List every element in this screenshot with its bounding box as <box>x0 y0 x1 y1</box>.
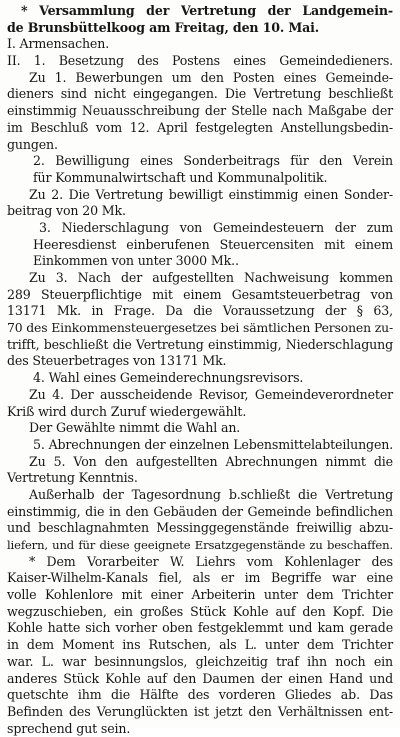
article-line: und beschlagnahmten Messinggegenstände freiwillig abzu- <box>7 520 393 536</box>
article-line: 13171 Mk. in Frage. Da die Voraussetzung der § 63, <box>7 303 393 319</box>
article-line: 70 des Einkommensteuergesetzes bei sämtlichen Personen zu- <box>7 320 393 336</box>
article-line: Vertretung Kenntnis. <box>7 470 138 486</box>
article-line: Befinden des Verunglückten ist jetzt den Verhältnissen ent- <box>7 703 393 719</box>
article-line: Zu 2. Die Vertretung bewilligt einstimmig einen Sonder- <box>29 186 393 202</box>
article-line: Kohle hatte sich vorher oben festgeklemmt und kam gerade <box>7 620 393 636</box>
article-line: war. L. war besinnungslos, gleichzeitig traf ihn noch ein <box>7 653 393 669</box>
article-line: Außerhalb der Tagesordnung b.schließt die Vertretung <box>29 486 393 502</box>
article-line: 3. Niederschlagung von Gemeindesteuern der zum <box>39 219 393 235</box>
article-line: Kriß wird durch Zuruf wiedergewählt. <box>7 403 247 419</box>
article-line: im Beschluß vom 12. April festgelegten Anstellungsbedin- <box>7 119 393 135</box>
article-line: für Kommunalwirtschaft und Kommunalpolitik. <box>33 169 328 185</box>
article-line: anderes Stück Kohle auf den Daumen der einen Hand und <box>7 670 393 686</box>
article-line: Zu 3. Nach der aufgestellten Nachweisung kommen <box>29 270 393 285</box>
article-line: einstimmig, die in den Gebäuden der Gemeinde befindlichen <box>7 503 393 519</box>
article-line: Einkommen von unter 3000 Mk.. <box>33 253 239 269</box>
article-line: trifft, beschließt die Vertretung einstimmig, Niederschlagung <box>7 336 393 352</box>
article-line: Zu 1. Bewerbungen um den Posten eines Gemeinde- <box>29 69 393 85</box>
article-line: * Dem Vorarbeiter W. Liehrs vom Kohlenlager des <box>29 553 393 569</box>
article-line: beitrag von 20 Mk. <box>7 203 126 219</box>
article-line: Kaiser-Wilhelm-Kanals fiel, als er im Begriffe war eine <box>7 570 393 586</box>
article-line: sprechend gut sein. <box>7 720 131 736</box>
article-line: 4. Wahl eines Gemeinderechnungsrevisors. <box>33 370 304 386</box>
article-line: wegzuschieben, ein großes Stück Kohle auf den Kopf. Die <box>7 603 393 619</box>
article-line: Zu 4. Der ausscheidende Revisor, Gemeindeverordneter <box>29 386 393 402</box>
article-line: I. Armensachen. <box>7 36 110 52</box>
article-line: * Versammlung der Vertretung der Landgemein- <box>21 3 393 18</box>
article-line: des Steuerbetrages von 13171 Mk. <box>7 353 227 369</box>
article-line: Der Gewählte nimmt die Wahl an. <box>29 420 241 436</box>
article-line: in dem Moment ins Rutschen, als L. unter dem Trichter <box>7 637 393 653</box>
article-line: Heeresdienst einberufenen Steuercensiten mit einem <box>33 236 393 252</box>
article-line: volle Kohlenlore mit einer Arbeiterin unter dem Trichter <box>7 587 393 603</box>
article-text <box>7 3 393 737</box>
article-line: 289 Steuerpflichtige mit einem Gesamtsteuerbetrag von <box>7 286 393 302</box>
article-line: gungen. <box>7 136 58 152</box>
article-line: dieners sind nicht eingegangen. Die Vertretung beschließt <box>7 86 393 102</box>
article-line: liefern, und für diese geeignete Ersatzgegenstände zu beschaffen. <box>7 538 393 552</box>
article-line: einstimmig Neuausschreibung der Stelle nach Maßgabe der <box>7 103 393 119</box>
article-line: II. 1. Besetzung des Postens eines Gemeindedieners. <box>7 53 393 69</box>
article-line: de Brunsbüttelkoog am Freitag, den 10. Mai. <box>7 19 320 35</box>
article-line: 2. Bewilligung eines Sonderbeitrags für den Verein <box>33 153 393 169</box>
article-line: quetschte ihm die Hälfte des vorderen Gliedes ab. Das <box>7 687 393 703</box>
article-line: 5. Abrechnungen der einzelnen Lebensmittelabteilungen. <box>33 436 394 452</box>
article-line: Zu 5. Von den aufgestellten Abrechnungen nimmt die <box>29 453 393 469</box>
